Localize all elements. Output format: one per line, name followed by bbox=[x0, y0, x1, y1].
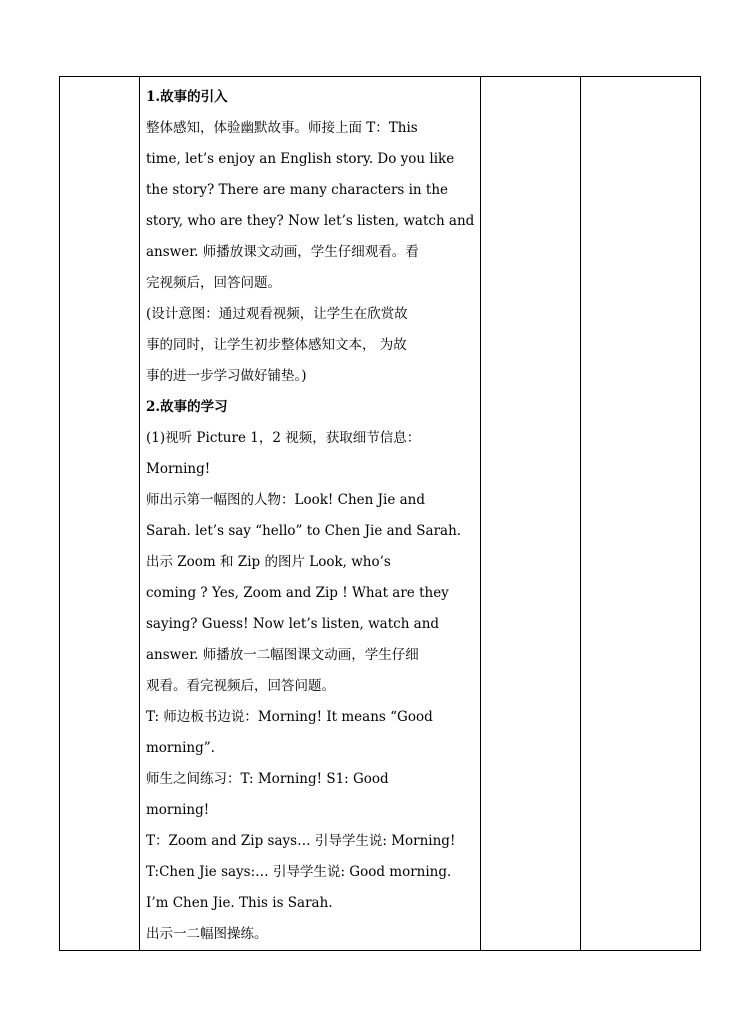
text-line: 师生之间练习：T: Morning! S1: Good bbox=[146, 771, 389, 787]
text-line: morning! bbox=[146, 802, 210, 818]
step-cell bbox=[60, 77, 140, 951]
text-line: Sarah. let’s say “hello” to Chen Jie and Sarah. bbox=[146, 523, 462, 539]
text-line: 事的同时，让学生初步整体感知文本， 为故 bbox=[146, 337, 407, 353]
student-activity-cell bbox=[481, 77, 581, 951]
text-line: morning”. bbox=[146, 740, 215, 756]
text-line: story, who are they? Now let’s listen, watch and bbox=[146, 213, 475, 229]
text-line: answer. 师播放课文动画，学生仔细观看。看 bbox=[146, 244, 419, 260]
lesson-plan-table bbox=[59, 76, 701, 951]
text-line: (1)视听 Picture 1，2 视频，获取细节信息： bbox=[146, 430, 421, 446]
text-line: 完视频后，回答问题。 bbox=[146, 275, 281, 291]
text-line: time, let’s enjoy an English story. Do you like bbox=[146, 151, 455, 167]
text-line: 师出示第一幅图的人物：Look! Chen Jie and bbox=[146, 492, 426, 508]
text-line: 出示一二幅图操练。 bbox=[146, 926, 268, 942]
text-line: answer. 师播放一二幅图课文动画，学生仔细 bbox=[146, 647, 419, 663]
text-line: T:Chen Jie says:… 引导学生说: Good morning. bbox=[146, 864, 452, 880]
text-line: I’m Chen Jie. This is Sarah. bbox=[146, 895, 333, 911]
text-line: T: 师边板书边说：Morning! It means “Good bbox=[146, 709, 433, 725]
text-line: 观看。看完视频后，回答问题。 bbox=[146, 678, 335, 694]
section-heading: 2.故事的学习 bbox=[146, 399, 228, 415]
text-line: 事的进一步学习做好铺垫。) bbox=[146, 368, 307, 384]
notes-cell bbox=[581, 77, 701, 951]
text-line: Morning! bbox=[146, 461, 211, 477]
teaching-process-cell bbox=[140, 77, 481, 951]
text-line: the story? There are many characters in the bbox=[146, 182, 449, 198]
text-line: (设计意图：通过观看视频，让学生在欣赏故 bbox=[146, 306, 408, 322]
text-line: saying? Guess! Now let’s listen, watch and bbox=[146, 616, 440, 632]
table-row bbox=[60, 77, 701, 951]
section-heading: 1.故事的引入 bbox=[146, 89, 228, 105]
text-line: 整体感知，体验幽默故事。师接上面 T：This bbox=[146, 120, 418, 136]
text-line: 出示 Zoom 和 Zip 的图片 Look, who’s bbox=[146, 554, 391, 570]
text-line: T：Zoom and Zip says… 引导学生说: Morning! bbox=[146, 833, 456, 849]
text-line: coming ? Yes, Zoom and Zip ! What are they bbox=[146, 585, 449, 601]
teaching-process-text bbox=[140, 77, 480, 950]
